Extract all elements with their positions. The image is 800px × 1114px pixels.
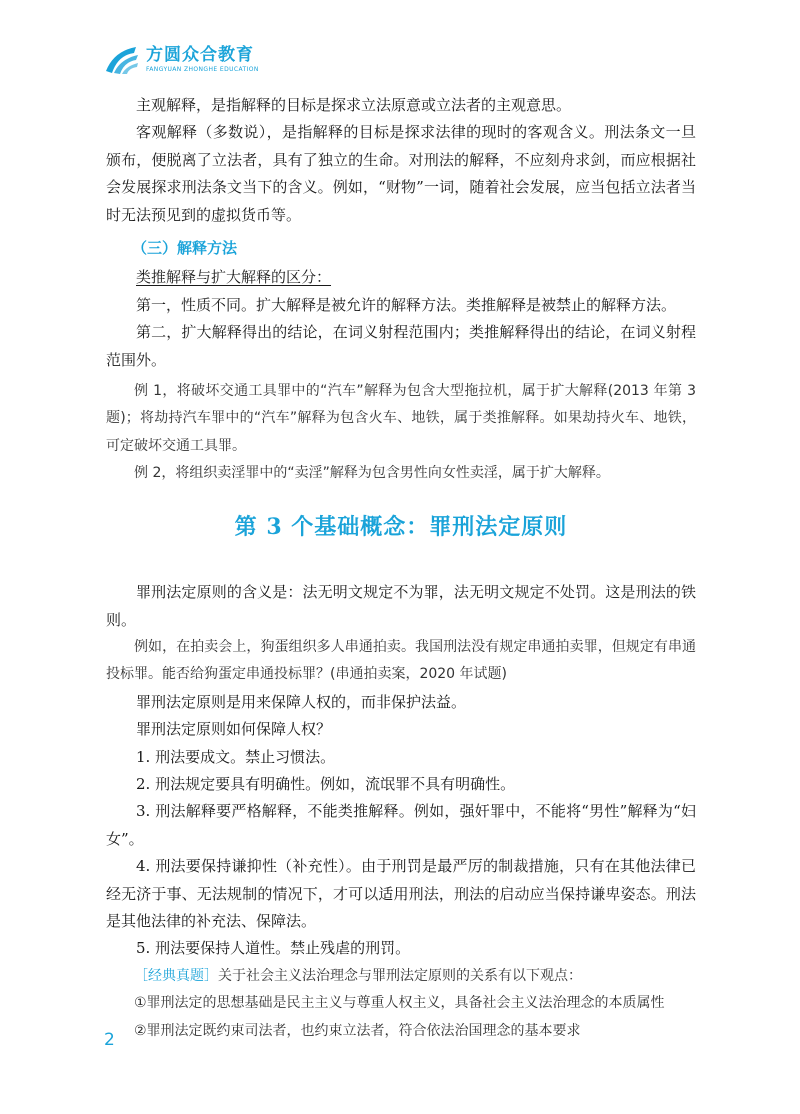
exam-option: ②罪刑法定既约束司法者，也约束立法者，符合依法治国理念的基本要求: [134, 1022, 581, 1039]
example-paragraph: 例如，在拍卖会上，狗蛋组织多人串通拍卖。我国刑法没有规定串通拍卖罪，但规定有串通投标罪。能否给狗蛋定串通投标罪？(串通拍卖案，2020 年试题): [106, 638, 696, 683]
paragraph: 第二，扩大解释得出的结论，在词义射程范围内；类推解释得出的结论，在词义射程范围外。: [106, 323, 696, 369]
logo-english-name: FANGYUAN ZHONGHE EDUCATION: [146, 66, 259, 73]
subheading: （三）解释方法: [132, 239, 238, 258]
paragraph: 罪刑法定原则的含义是：法无明文规定不为罪，法无明文规定不处罚。这是刑法的铁则。: [106, 583, 696, 629]
example-paragraph: 例 1，将破坏交通工具罪中的“汽车”解释为包含大型拖拉机，属于扩大解释(2013 年第 3 题)；将劫持汽车罪中的“汽车”解释为包含火车、地铁，属于类推解释。如果劫持火车、地铁，可定破坏交通工具罪。: [106, 383, 696, 454]
list-item: 5. 刑法要保持人道性。禁止残虐的刑罚。: [136, 939, 411, 958]
section-title: 第 3 个基础概念：罪刑法定原则: [234, 513, 568, 540]
exam-tag: ［经典真题］: [134, 967, 218, 984]
paragraph: 主观解释，是指解释的目标是探求立法原意或立法者的主观意思。: [136, 96, 572, 114]
exam-question-text: 关于社会主义法治理念与罪刑法定原则的关系有以下观点：: [218, 967, 582, 984]
logo-name: 方圆众合教育: [146, 45, 254, 65]
page-body: [106, 92, 696, 1045]
paragraph: 客观解释（多数说），是指解释的目标是探求法律的现时的客观含义。刑法条文一旦颁布，便脱离了立法者，具有了独立的生命。对刑法的解释，不应刻舟求剑，而应根据社会发展探求刑法条文当下的含义。例如，“财物”一词，随着社会发展，应当包括立法者当时无法预见到的虚拟货币等。: [106, 123, 696, 224]
list-item: 4. 刑法要保持谦抑性（补充性）。由于刑罚是最严厉的制裁措施，只有在其他法律已经无济于事、无法规制的情况下，才可以适用刑法，刑法的启动应当保持谦卑姿态。刑法是其他法律的补充法、保障法。: [106, 857, 696, 930]
paragraph: 罪刑法定原则是用来保障人权的，而非保护法益。: [136, 692, 467, 711]
list-item: 1. 刑法要成文。禁止习惯法。: [136, 747, 336, 766]
page-number: 2: [104, 1030, 115, 1050]
list-item: 3. 刑法解释要严格解释，不能类推解释。例如，强奸罪中，不能将“男性”解释为“妇女”。: [106, 802, 696, 848]
paragraph: 罪刑法定原则如何保障人权？: [136, 720, 332, 739]
list-item: 2. 刑法规定要具有明确性。例如，流氓罪不具有明确性。: [136, 774, 516, 793]
underlined-heading: 类推解释与扩大解释的区分：: [136, 268, 332, 287]
exam-question: [106, 963, 696, 990]
exam-option: ①罪刑法定的思想基础是民主主义与尊重人权主义，具备社会主义法治理念的本质属性: [134, 995, 665, 1012]
paragraph: [106, 264, 696, 291]
paragraph: 第一，性质不同。扩大解释是被允许的解释方法。类推解释是被禁止的解释方法。: [136, 295, 677, 314]
publisher-logo: [104, 40, 259, 80]
logo-wave-icon: [104, 45, 140, 75]
example-paragraph: 例 2，将组织卖淫罪中的“卖淫”解释为包含男性向女性卖淫，属于扩大解释。: [134, 465, 610, 482]
